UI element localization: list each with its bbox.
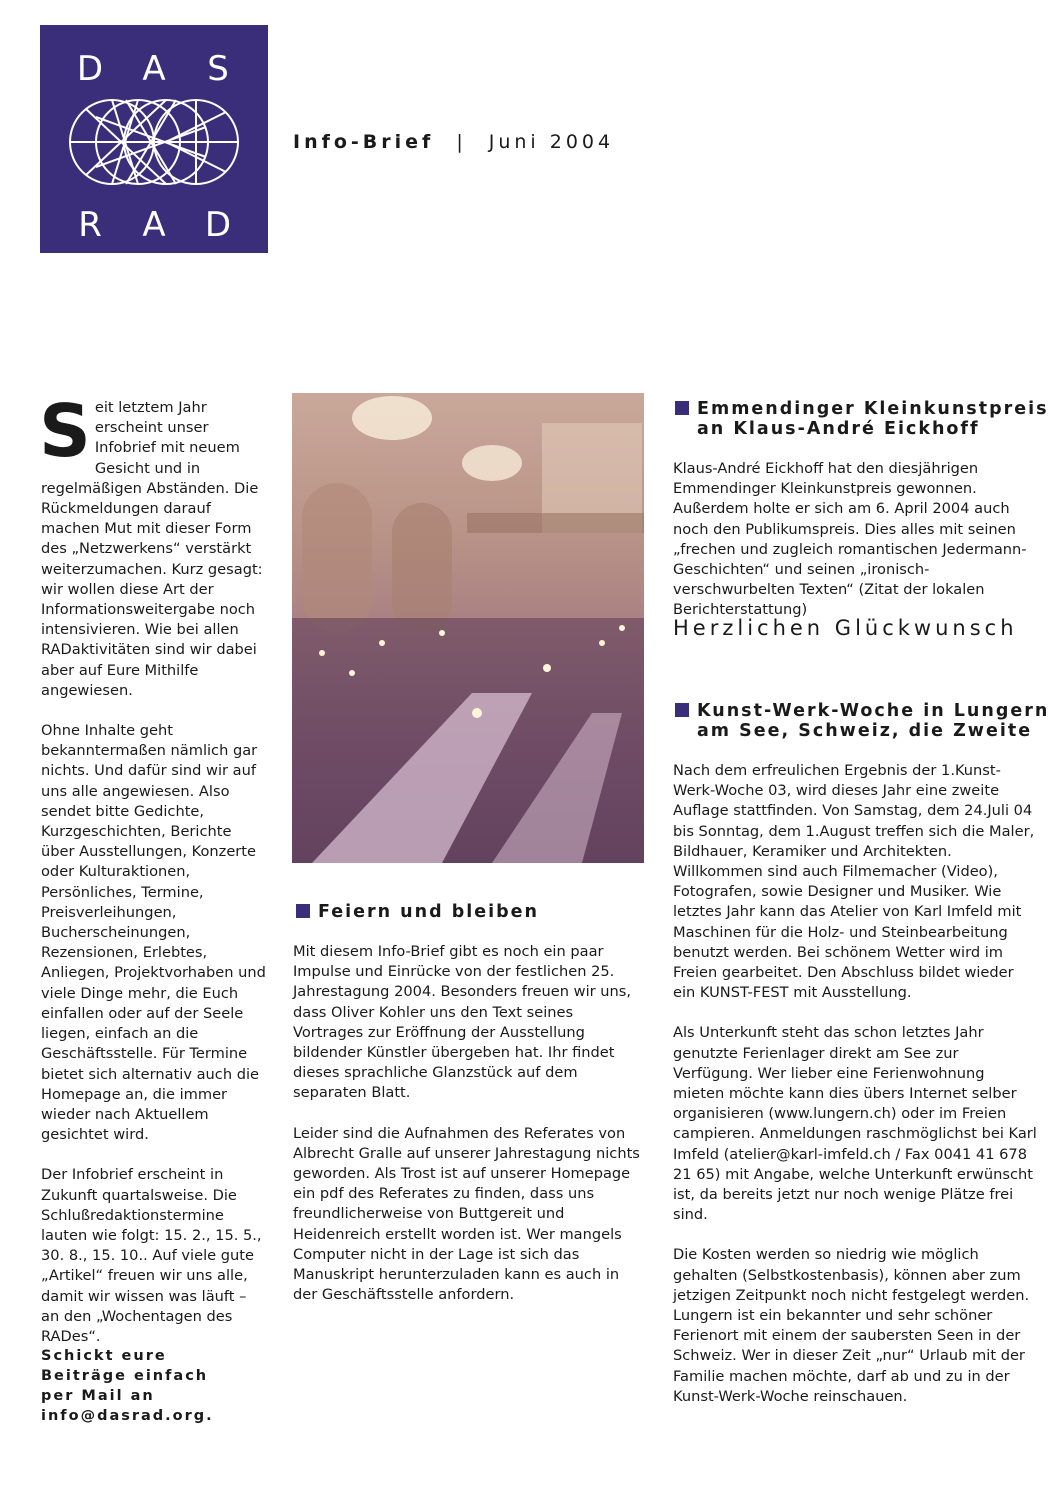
note-line: Schickt eure — [41, 1348, 167, 1364]
intro-paragraph — [39, 389, 266, 701]
intro-paragraph: Der Infobrief erscheint in Zukunft quartalsweise. Die Schlußredaktionstermine lauten wie folgt: 15. 2., 15. 5., 30. 8., 15. 10.. Auf viele gute „Artikel“ freuen wir uns alle, damit wir wissen was läuft – an den „Wochentagen des RADes“. — [41, 1166, 262, 1345]
banquet-hall-photo — [292, 393, 644, 863]
logo-letter: S — [207, 49, 229, 89]
intro-text: eit letztem Jahr erscheint unser Infobrief mit neuem Gesicht und in regelmäßigen Abständen. Die Rückmeldungen darauf machen Mut mit dieser Form des „Netzwerkens“ verstärkt weiterzumachen. Kurz gesagt: wir wollen diese Art der Informationsweitergabe noch intensivieren. Wie bei allen RADaktivitäten sind wir dabei aber auf Eure Mithilfe angewiesen. — [41, 399, 263, 699]
bullet-square-icon — [675, 401, 689, 415]
note-line: per Mail an — [41, 1388, 155, 1404]
kunstwerk-paragraph: Die Kosten werden so niedrig wie möglich gehalten (Selbstkostenbasis), können aber zum jetzigen Zeitpunkt noch nicht festgelegt werden. Lungern ist ein bekannter und sehr schöner Ferienort mit einem der saubersten Seen in der Schweiz. Wer in dieser Zeit „nur“ Urlaub mit der Familie machen möchte, darf ab und zu in der Kunst-Werk-Woche reinschauen. — [673, 1246, 1030, 1405]
heading-text: Feiern und bleiben — [318, 902, 539, 922]
note-line: Beiträge einfach — [41, 1368, 209, 1384]
heading-feiern — [296, 902, 539, 922]
masthead — [293, 131, 614, 153]
wheels-icon — [66, 97, 242, 187]
kunstwerk-paragraph: Als Unterkunft steht das schon letztes Jahr genutzte Ferienlager direkt am See zur Verfügung. Wer lieber eine Ferienwohnung mieten möchte kann dies übers Internet selber organisieren (www.lungern.ch) oder im Freien campieren. Anmeldungen raschmöglichst bei Karl Imfeld (atelier@karl-imfeld.ch / Fax 0041 41 678 21 65) mit Angabe, welche Unterkunft erwünscht ist, da bereits jetzt nur noch wenige Plätze frei sind. — [673, 1024, 1037, 1224]
kunstwerk-column — [673, 761, 1038, 1427]
drop-cap: S — [39, 389, 91, 473]
feiern-paragraph: Leider sind die Aufnahmen des Referates von Albrecht Gralle auf unserer Jahrestagung nichts geworden. Als Trost ist auf unserer Homepage ein pdf des Referates zu finden, dass uns freundlicherweise von Buttgereit und Heidenreich erstellt worden ist. Wer mangels Computer nicht in der Lage ist sich das Manuskript herunterzuladen kann es auch in der Geschäftsstelle anfordern. — [293, 1124, 640, 1304]
logo-letter: A — [142, 49, 166, 89]
masthead-separator: | — [456, 131, 467, 153]
logo-top-row — [40, 49, 268, 89]
kunstwerk-paragraph: Nach dem erfreulichen Ergebnis der 1.Kunst-Werk-Woche 03, wird dieses Jahr eine zweite Auflage stattfinden. Von Samstag, dem 24.Juli 04 bis Sonntag, dem 1.August treffen sich die Maler, Bildhauer, Keramiker und Architekten. Willkommen sind auch Filmemacher (Video), Fotografen, sowie Designer und Musiker. Wie letztes Jahr kann das Atelier von Karl Imfeld mit Maschinen für die Holz- und Steinbearbeitung benutzt werden. Bei schönem Wetter wird im Freien gearbeitet. Den Abschluss bildet wieder ein KUNST-FEST mit Ausstellung. — [673, 762, 1035, 1002]
congratulations-text: Herzlichen Glückwunsch — [673, 616, 1018, 640]
feiern-column — [293, 942, 643, 1325]
newsletter-title: Info-Brief — [293, 131, 435, 153]
bullet-square-icon — [296, 904, 310, 918]
logo-letter: A — [142, 205, 166, 245]
heading-text: Kunst-Werk-Woche in Lungern — [697, 701, 1050, 721]
photo-illustration — [292, 393, 644, 863]
heading-kunst-werk-woche — [675, 701, 1049, 741]
das-rad-logo — [40, 25, 268, 253]
bullet-square-icon — [675, 703, 689, 717]
heading-text: am See, Schweiz, die Zweite — [697, 721, 1033, 741]
issue-date: Juni 2004 — [488, 131, 615, 153]
feiern-paragraph: Mit diesem Info-Brief gibt es noch ein paar Impulse und Einrücke von der festlichen 25. Jahrestagung 2004. Besonders freuen wir uns, dass Oliver Kohler uns den Text seines Vortrages zur Eröffnung der Ausstellung bildender Künstler übergeben hat. Ihr findet dieses sprachliche Glanzstück auf dem separaten Blatt. — [293, 943, 632, 1102]
heading-text: Emmendinger Kleinkunstpreis — [697, 399, 1049, 419]
submission-note — [41, 1346, 214, 1426]
logo-letter: R — [78, 205, 102, 245]
intro-paragraph: Ohne Inhalte geht bekanntermaßen nämlich gar nichts. Und dafür sind wir auf uns alle angewiesen. Also sendet bitte Gedichte, Kurzgeschichten, Berichte über Ausstellungen, Konzerte oder Kulturaktionen, Persönliches, Termine, Preisverleihungen, Bucherscheinungen, Rezensionen, Erlebtes, Anliegen, Projektvorhaben und viele Dinge mehr, die Euch einfallen oder auf der Seele liegen, einfach an die Geschäftsstelle. Für Termine bietet sich alternativ auch die Homepage an, die immer wieder nach Aktuellem gesichtet wird. — [41, 722, 266, 1144]
heading-kleinkunstpreis — [675, 399, 1049, 439]
logo-letter: D — [204, 205, 232, 245]
preis-paragraph: Klaus-André Eickhoff hat den diesjährigen Emmendinger Kleinkunstpreis gewonnen. Außerdem holte er sich am 6. April 2004 auch noch den Publikumspreis. Dies alles mit seinen „frechen und zugleich romantischen Jedermann-Geschichten“ und seinen „ironisch-verschwurbelten Texten“ (Zitat der lokalen Berichterstattung) — [673, 460, 1027, 619]
logo-bottom-row — [40, 205, 268, 245]
preis-column — [673, 459, 1038, 641]
logo-letter: D — [76, 49, 104, 89]
intro-column — [39, 389, 266, 1367]
heading-text: an Klaus-André Eickhoff — [697, 419, 980, 439]
contact-email-link[interactable]: info@dasrad.org. — [41, 1408, 214, 1424]
